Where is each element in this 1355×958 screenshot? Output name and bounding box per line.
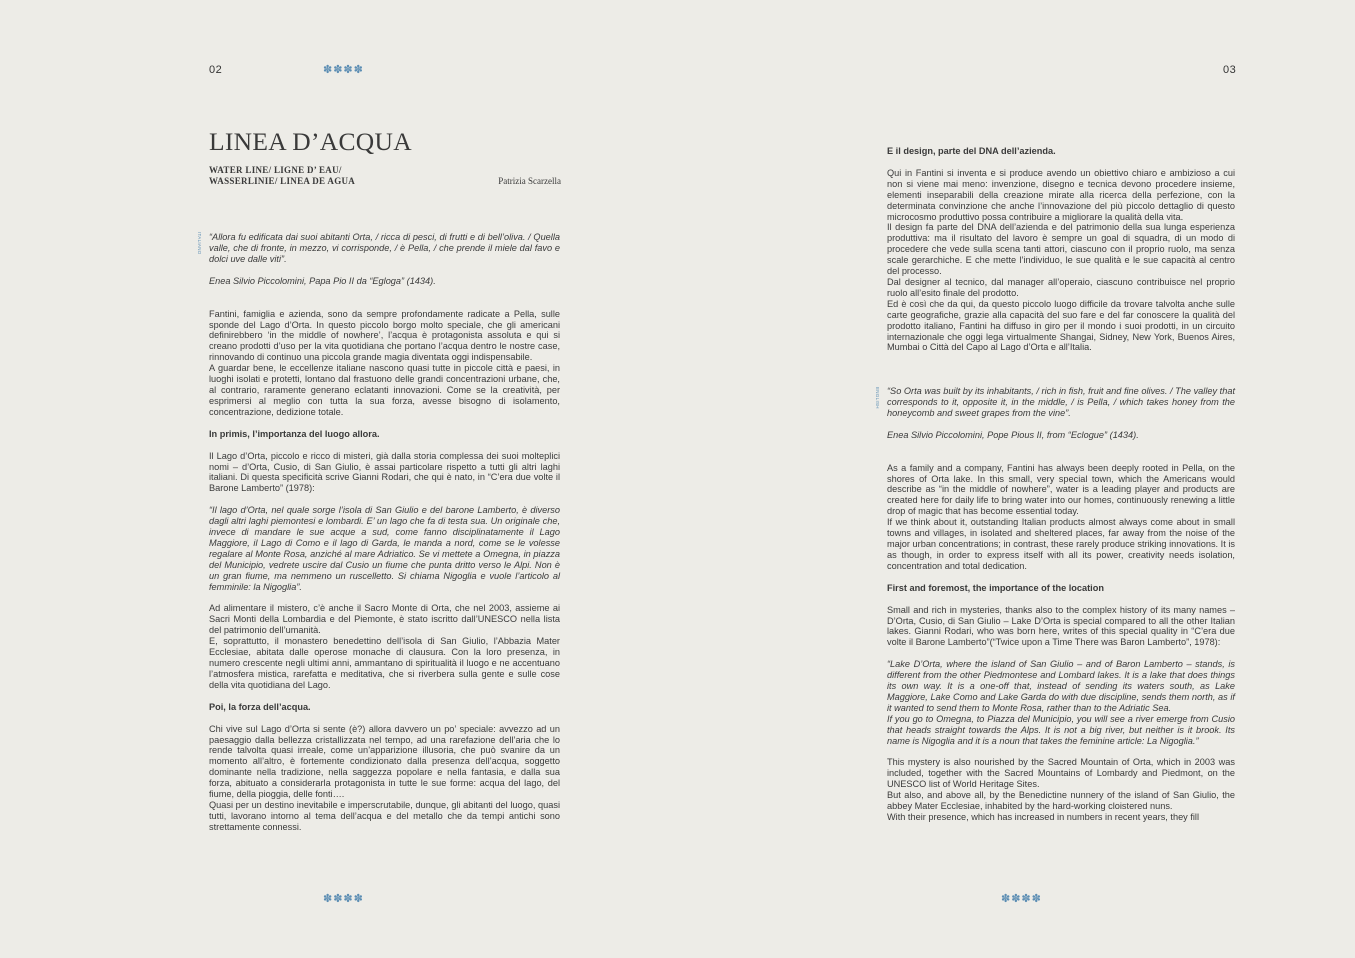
paragraph: Ad alimentare il mistero, c’è anche il Sacro Monte di Orta, che nel 2003, assieme ai Sacri Monti della Lombardia e del Piemonte, è stato iscritto dall’UNESCO nella lista del patrimonio dell’umanità.: [209, 603, 560, 636]
rodari-quote: “Lake D’Orta, where the island of San Giulio – and of Baron Lamberto – stands, is different from the other Piedmontese and Lombard lakes. It is a lake that does things its own way. It is a one-off that, instead of sending its waters south, as Lake Maggiore, Lake Como and Lake Garda do with due discipline, sends them north, as if it wanted to send them to Monte Rosa, rather than to the Adriatic Sea.: [887, 659, 1235, 713]
page-number: 03: [1223, 64, 1237, 76]
bottom-ornament: ✽✽✽✽: [1001, 893, 1042, 905]
paragraph: Il Lago d’Orta, piccolo e ricco di misteri, già dalla storia complessa dei suoi molteplici nomi – d’Orta, Cusio, di San Giulio, è assai particolare rispetto a tutti gli altri laghi italiani. Di questa specificità scrive Gianni Rodari, che qui è nato, in “C’era due volte il Barone Lamberto” (1978):: [209, 450, 560, 494]
paragraph: If we think about it, outstanding Italian products almost always come about in small towns and villages, in isolated and sheltered places, far away from the noise of the major urban concentrations; in contrast, these rarely produce striking innovations. It is as though, in order to express itself with all its power, creativity needs isolation, concentration and total dedication.: [887, 517, 1235, 571]
quote-source: Enea Silvio Piccolomini, Pope Pious II, from “Eclogue” (1434).: [887, 429, 1139, 440]
paragraph: But also, and above all, by the Benedictine nunnery of the island of San Giulio, the abbey Mater Ecclesiae, inhabited by the hard-working cloistered nuns.: [887, 790, 1235, 812]
section-heading: Poi, la forza dell’acqua.: [209, 701, 311, 712]
paragraph: Small and rich in mysteries, thanks also to the complex history of its many names – D’Orta, Cusio, di San Giulio – Lake D’Orta is special compared to all the other Italian lakes. Gianni Rodari, who was born here, writes of this special quality in “C’era due volte il Barone Lamberto”(“Twice upon a Time There was Baron Lamberto”, 1978):: [887, 604, 1235, 648]
paragraph: Chi vive sul Lago d’Orta si sente (è?) allora davvero un po’ speciale: avvezzo ad un paesaggio dalla bellezza cristallizzata nel tempo, ad una rarefazione dell’aria che lo rende talvolta quasi irreale, come un’apparizione illusoria, che può svanire da un momento all’altro, è fortemente condizionato dalla presenza dell’acqua, soggetto dominante nella tradizione, nella saggezza popolare e nella fantasia, e dalla sua forza, abituato a considerarla protagonista in tutte le sue forme: acqua del lago, del fiume, della pioggia, delle fonti….: [209, 723, 560, 800]
right-page: [677, 0, 1355, 958]
author-name: Patrizia Scarzella: [498, 176, 561, 186]
bottom-ornament: ✽✽✽✽: [323, 893, 364, 905]
ornament: ✽✽✽✽: [323, 64, 364, 76]
right-column-italian: [887, 146, 1235, 353]
section-heading: E il design, parte del DNA dell’azienda.: [887, 146, 1056, 156]
paragraph: Fantini, famiglia e azienda, sono da sempre profondamente radicate a Pella, sulle sponde del Lago d’Orta. In questo piccolo borgo molto speciale, che gli americani definirebbero ‘in the middle of nowhere’, l’acqua è protagonista assoluta e qui si creano prodotti d’uso per la vita quotidiana che portano l’acqua dentro le nostre case, rinnovando di continuo una piccola grande magia diventata oggi indispensabile.: [209, 308, 560, 363]
section-heading: In primis, l’importanza del luogo allora.: [209, 428, 380, 439]
paragraph: As a family and a company, Fantini has always been deeply rooted in Pella, on the shores of Orta lake. In this small, very special town, which the Americans would describe as “in the middle of nowhere”, water is a leading player and products are created here for daily life to bring water into our homes, continuously renewing a little drop of magic that has become essential today.: [887, 462, 1235, 517]
paragraph: Dal designer al tecnico, dal manager all’operaio, ciascuno contribuisce nel proprio ruolo all’esito finale del prodotto.: [887, 276, 1235, 298]
language-label: ENGLISH: [875, 387, 880, 409]
paragraph: Ed è così che da qui, da questo piccolo luogo difficile da trovare talvolta anche sulle carte geografiche, grazie alla capacità del suo fare e del far conoscere la qualità del prodotto italiano, Fantini ha diffuso in giro per il mondo i suoi prodotti, in un circuito internazionale che oggi lega virtualmente Shangai, Sidney, New York, Buenos Aires, Mumbai o Città del Capo al Lago d’Orta e all’Italia.: [887, 298, 1235, 353]
rodari-quote: “Il lago d’Orta, nel quale sorge l’isola di San Giulio e del barone Lamberto, è diverso dagli altri laghi piemontesi e lombardi. E’ un lago che fa di testa sua. Un originale che, invece di mandare le sue acque a sud, come fanno disciplinatamente il Lago Maggiore, il Lago di Como e il lago di Garda, le manda a nord, come se le volesse regalare al Monte Rosa, anziché al mare Adriatico. Se vi mettete a Omegna, in piazza del Municipio, vedrete uscire dal Cusio un fiume che punta dritto verso le Alpi. Non è un gran fiume, ma nemmeno un ruscelletto. Si chiama Nigoglia e vuole l’articolo al femminile: la Nigoglia”.: [209, 505, 560, 592]
right-column-english: [887, 386, 1235, 823]
language-label: ITALIANO: [197, 232, 202, 255]
paragraph: With their presence, which has increased in numbers in recent years, they fill: [887, 812, 1200, 822]
paragraph: Il design fa parte del DNA dell’azienda e del patrimonio della sua lunga esperienza produttiva: ma il risultato del lavoro è sempre un goal di squadra, di un modo di procedere che vede sulla scena tanti attori, ciascuno con il proprio ruolo, ma senza scale gerarchiche. E che mette l’individuo, le sue qualità e le sue capacità al centro del processo.: [887, 222, 1235, 277]
opening-quote: “So Orta was built by its inhabitants, / rich in fish, fruit and fine olives. / The valley that corresponds to it, opposite it, in the middle, / is Pella, / which takes honey from the honeycomb and sweet grapes from the vine”.: [887, 386, 1235, 418]
rodari-quote: If you go to Omegna, to Piazza del Municipio, you will see a river emerge from Cusio that heads straight towards the Alps. It is not a big river, but neither is it brook. Its name is Nigoglia and it is a noun that takes the feminine article: La Nigoglia.”: [887, 713, 1235, 746]
quote-source: Enea Silvio Piccolomini, Papa Pio II da “Egloga” (1434).: [209, 275, 436, 286]
article-title: LINEA D’ACQUA: [209, 127, 412, 156]
left-column: [209, 232, 560, 833]
paragraph: Qui in Fantini si inventa e si produce avendo un obiettivo chiaro e ambizioso a cui non si viene mai meno: invenzione, disegno e tecnica devono procedere insieme, elementi inseparabili della creazione mirate alla ricerca della perfezione, con la determinata convinzione che anche l’innovazione del più piccolo dettaglio di questo microcosmo produttivo possa contribuire a migliorare la qualità della vita.: [887, 167, 1235, 222]
section-heading: First and foremost, the importance of the location: [887, 582, 1104, 593]
left-page: [0, 0, 677, 958]
paragraph: A guardar bene, le eccellenze italiane nascono quasi tutte in piccole città e paesi, in luoghi isolati e protetti, lontano dal frastuono delle grandi concentrazioni urbane, che, al contrario, raramente generano eclatanti innovazioni. Come se la creatività, per esprimersi al meglio con tutta la sua forza, avesse bisogno di isolamento, concentrazione, dedizione totale.: [209, 363, 560, 417]
page-number: 02: [209, 64, 223, 76]
article-subtitle: WATER LINE/ LIGNE D’ EAU/ WASSERLINIE/ LINEA DE AGUA: [209, 165, 356, 186]
paragraph: This mystery is also nourished by the Sacred Mountain of Orta, which in 2003 was included, together with the Sacred Mountains of Lombardy and Piedmont, on the UNESCO list of World Heritage Sites.: [887, 757, 1235, 790]
paragraph: Quasi per un destino inevitabile e imperscrutabile, dunque, gli abitanti del luogo, quasi tutti, lavorano intorno al tema dell’acqua e del metallo che da tempi antichi sono strettamente connessi.: [209, 799, 560, 832]
opening-quote: “Allora fu edificata dai suoi abitanti Orta, / ricca di pesci, di frutti e di bell’oliva. / Quella valle, che di fronte, in mezzo, vi corrisponde, / è Pella, / che prende il miele dal favo e dolci uve dalle viti”.: [209, 232, 560, 264]
paragraph: E, soprattutto, il monastero benedettino dell’isola di San Giulio, l’Abbazia Mater Ecclesiae, abitata dalle operose monache di clausura. Con la loro presenza, in numero crescente negli ultimi anni, ammantano di spiritualità il luogo e ne accentuano l’atmosfera mistica, rarefatta e meditativa, che si riverbera sulla gente e sulle cose della vita quotidiana del Lago.: [209, 636, 560, 690]
